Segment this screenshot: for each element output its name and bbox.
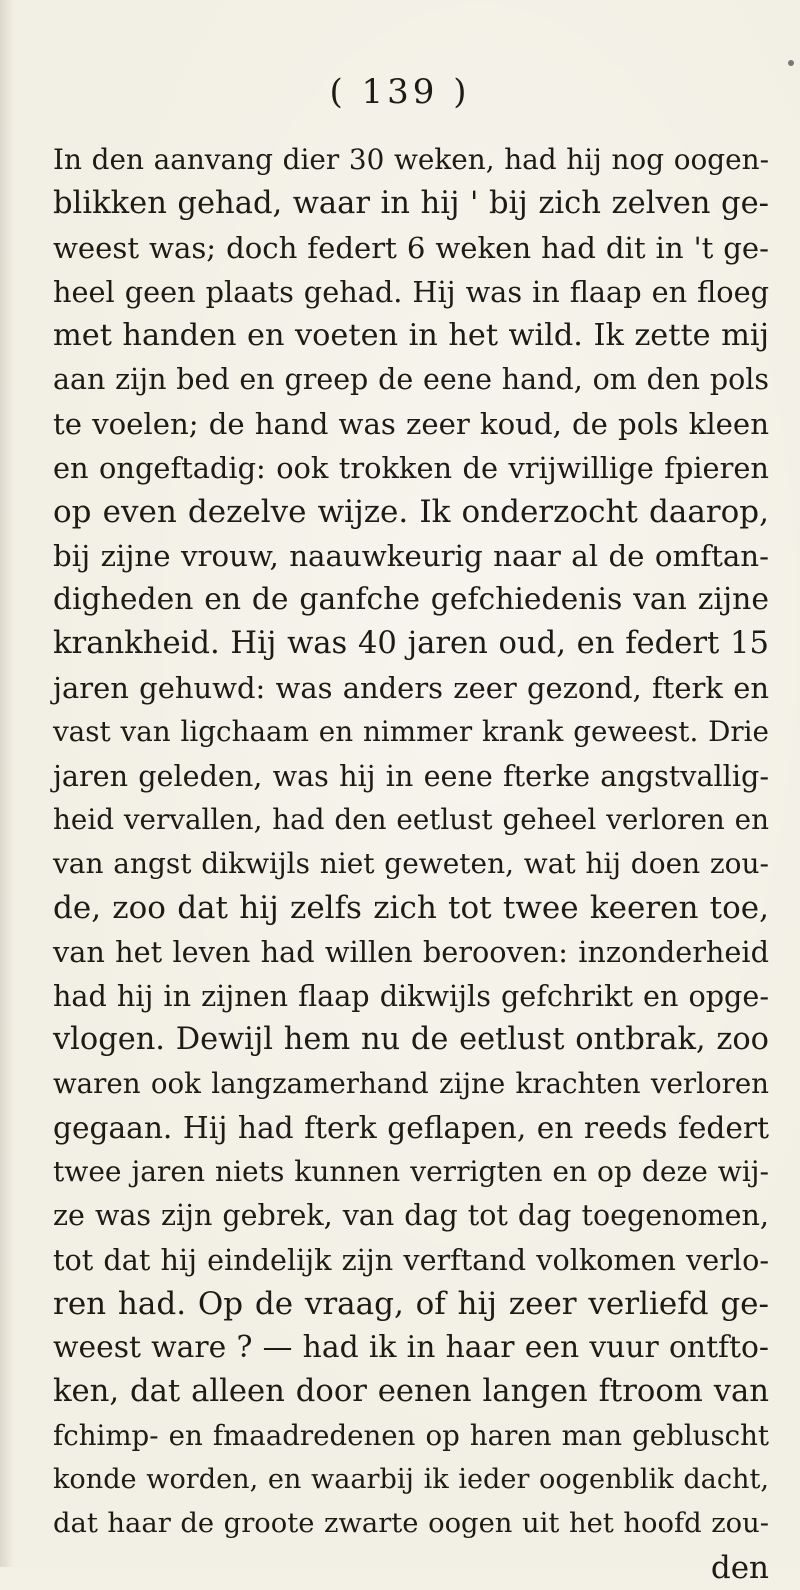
text-line: en ongeftadig: ook trokken de vrijwillige fpieren — [53, 451, 769, 485]
text-line: te voelen; de hand was zeer koud, de pols kleen — [53, 407, 769, 441]
ink-speck — [788, 60, 794, 66]
text-line: In den aanvang dier 30 weken, had hij nog oogen- — [53, 143, 769, 176]
text-line: bij zijne vrouw, naauwkeurig naar al de omftan- — [53, 539, 769, 573]
text-line: op even dezelve wijze. Ik onderzocht daarop, — [53, 494, 769, 530]
text-line: weest was; doch federt 6 weken had dit in 't ge- — [53, 231, 769, 265]
text-line: ken, dat alleen door eenen langen ftroom van — [53, 1374, 769, 1409]
text-line: digheden en de ganfche gefchiedenis van zijne — [53, 582, 769, 617]
text-line: van het leven had willen berooven: inzonderheid — [53, 935, 769, 969]
text-line: jaren gehuwd: was anders zeer gezond, fterk en — [53, 671, 769, 705]
text-line: jaren geleden, was hij in eene fterke angstvallig- — [53, 759, 769, 793]
text-line: gegaan. Hij had fterk geflapen, en reeds federt — [53, 1110, 769, 1145]
text-line: weest ware ? — had ik in haar een vuur ontfto- — [53, 1330, 769, 1365]
text-line: aan zijn bed en greep de eene hand, om den pols — [53, 363, 769, 396]
text-line: fchimp- en fmaadredenen op haren man gebluscht — [53, 1419, 769, 1452]
text-line: twee jaren niets kunnen verrigten en op deze wij- — [53, 1155, 769, 1188]
text-line: had hij in zijnen flaap dikwijls gefchrikt en opge- — [53, 979, 769, 1013]
body-text — [53, 138, 769, 1590]
page-edge-shadow — [0, 0, 14, 1567]
text-line: konde worden, en waarbij ik ieder oogenblik dacht, — [53, 1464, 769, 1495]
text-line: de, zoo dat hij zelfs zich tot twee keeren toe, — [53, 890, 769, 926]
text-line: blikken gehad, waar in hij ' bij zich zelven ge- — [53, 186, 769, 221]
catchword: den — [710, 1550, 769, 1586]
text-line: vlogen. Dewijl hem nu de eetlust ontbrak, zoo — [53, 1022, 769, 1057]
text-line: ze was zijn gebrek, van dag tot dag toegenomen, — [53, 1199, 769, 1232]
text-line: met handen en voeten in het wild. Ik zette mij — [53, 318, 769, 353]
text-line: tot dat hij eindelijk zijn verftand volkomen verlo- — [53, 1243, 769, 1277]
page-number: ( 139 ) — [329, 72, 471, 112]
text-line: waren ook langzamerhand zijne krachten verloren — [53, 1067, 769, 1100]
text-line: ren had. Op de vraag, of hij zeer verliefd ge- — [53, 1286, 769, 1322]
text-line: van angst dikwijls niet geweten, wat hij doen zou- — [53, 847, 769, 880]
text-line: heid vervallen, had den eetlust geheel verloren en — [53, 803, 769, 836]
text-line: vast van ligchaam en nimmer krank geweest. Drie — [53, 715, 769, 748]
text-line: dat haar de groote zwarte oogen uit het hoofd zou- — [53, 1508, 769, 1539]
text-line: heel geen plaats gehad. Hij was in flaap en floeg — [53, 275, 769, 309]
text-line: krankheid. Hij was 40 jaren oud, en federt 15 — [53, 626, 769, 661]
